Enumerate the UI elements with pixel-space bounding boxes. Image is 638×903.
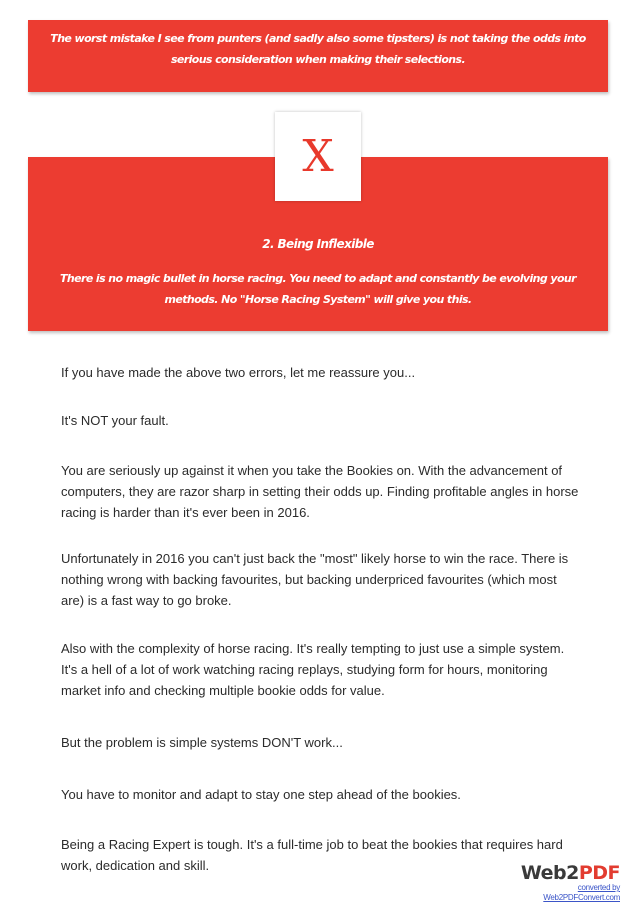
- web2pdf-link[interactable]: converted by Web2PDFConvert.com: [543, 883, 620, 902]
- web2pdf-logo: Web2PDF: [520, 862, 620, 884]
- paragraph: It's NOT your fault.: [61, 413, 169, 428]
- quote-text: The worst mistake I see from punters (and sadly also some tipsters) is not taking the odds into serious consideration when making their selections.: [50, 32, 586, 66]
- x-mark-icon: [275, 112, 361, 201]
- quote-text: There is no magic bullet in horse racing. You need to adapt and constantly be evolving your methods. No "Horse Racing System" will give you this.: [60, 272, 576, 306]
- paragraph: You have to monitor and adapt to stay one step ahead of the bookies.: [61, 787, 461, 802]
- section-heading: 2. Being Inflexible: [262, 237, 374, 251]
- paragraph: But the problem is simple systems DON'T work...: [61, 735, 343, 750]
- paragraph: You are seriously up against it when you take the Bookies on. With the advancement of computers, they are razor sharp in setting their odds up. Finding profitable angles in horse racing is harder than it's ever been in 2016.: [61, 463, 579, 520]
- paragraph: Unfortunately in 2016 you can't just back the "most" likely horse to win the race. There is nothing wrong with backing favourites, but backing underpriced favourites (which most are) is a fast way to go broke.: [61, 551, 569, 608]
- paragraph: If you have made the above two errors, let me reassure you...: [61, 365, 416, 380]
- web2pdf-watermark[interactable]: [500, 863, 620, 903]
- quote-block-odds: [28, 20, 608, 92]
- paragraph: Also with the complexity of horse racing. It's really tempting to just use a simple system. It's a hell of a lot of work watching racing replays, studying form for hours, monitoring market info and checking multiple bookie odds for value.: [61, 641, 565, 698]
- paragraph: Being a Racing Expert is tough. It's a full-time job to beat the bookies that requires hard work, dedication and skill.: [61, 837, 563, 873]
- x-mark-letter: X: [302, 130, 334, 182]
